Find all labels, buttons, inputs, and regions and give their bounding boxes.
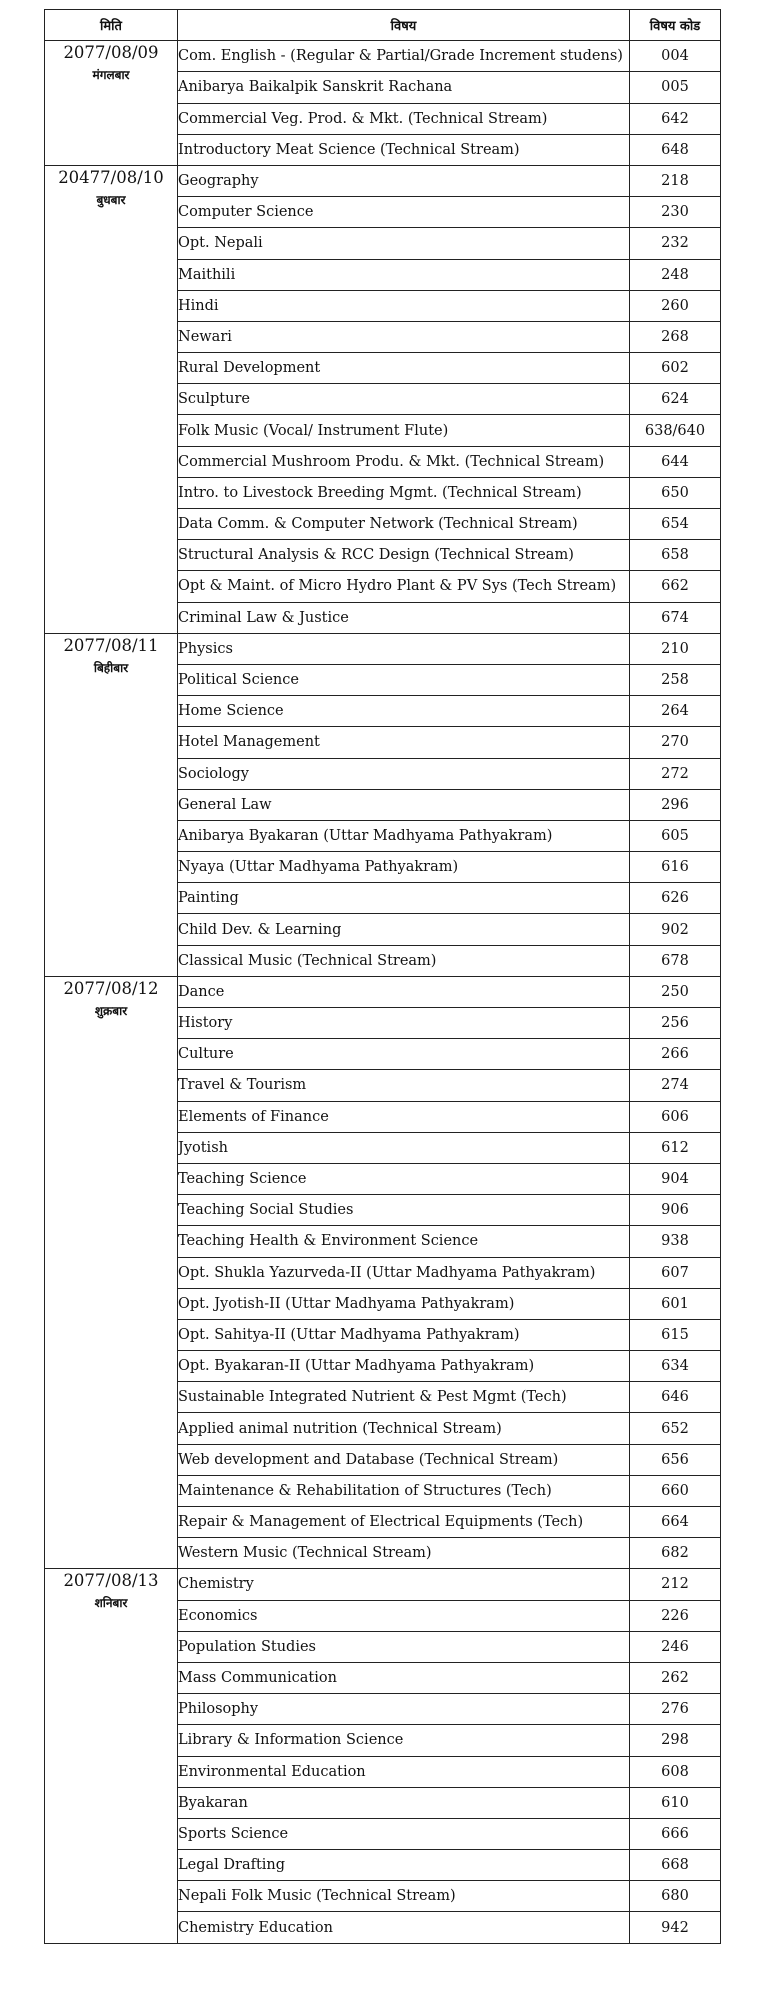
code-cell: 668 <box>630 1850 721 1881</box>
schedule-body <box>45 41 721 1943</box>
code-cell: 634 <box>630 1351 721 1382</box>
subject-cell: Commercial Mushroom Produ. & Mkt. (Technical Stream) <box>178 446 630 477</box>
subject-cell: Home Science <box>178 696 630 727</box>
code-cell: 298 <box>630 1725 721 1756</box>
code-cell: 005 <box>630 72 721 103</box>
subject-cell: Legal Drafting <box>178 1850 630 1881</box>
subject-cell: Travel & Tourism <box>178 1070 630 1101</box>
exam-date: 2077/08/12 <box>63 978 159 998</box>
subject-cell: Criminal Law & Justice <box>178 602 630 633</box>
subject-cell: Opt. Nepali <box>178 228 630 259</box>
code-cell: 270 <box>630 727 721 758</box>
code-cell: 230 <box>630 197 721 228</box>
code-cell: 680 <box>630 1881 721 1912</box>
subject-cell: Opt. Sahitya-II (Uttar Madhyama Pathyakram) <box>178 1319 630 1350</box>
subject-cell: Dance <box>178 976 630 1007</box>
subject-cell: Structural Analysis & RCC Design (Technical Stream) <box>178 540 630 571</box>
code-cell: 258 <box>630 664 721 695</box>
subject-cell: Culture <box>178 1039 630 1070</box>
exam-schedule-table <box>44 9 721 1944</box>
code-cell: 616 <box>630 852 721 883</box>
code-cell: 682 <box>630 1538 721 1569</box>
header-row <box>45 10 721 41</box>
subject-cell: Newari <box>178 321 630 352</box>
code-cell: 642 <box>630 103 721 134</box>
code-cell: 942 <box>630 1912 721 1943</box>
subject-cell: Sculpture <box>178 384 630 415</box>
code-cell: 218 <box>630 165 721 196</box>
subject-cell: Mass Communication <box>178 1662 630 1693</box>
subject-cell: Painting <box>178 883 630 914</box>
subject-cell: Chemistry <box>178 1569 630 1600</box>
subject-cell: Sustainable Integrated Nutrient & Pest Mgmt (Tech) <box>178 1382 630 1413</box>
exam-date: 2077/08/11 <box>63 635 159 655</box>
subject-cell: Anibarya Baikalpik Sanskrit Rachana <box>178 72 630 103</box>
subject-cell: Intro. to Livestock Breeding Mgmt. (Technical Stream) <box>178 477 630 508</box>
code-cell: 246 <box>630 1631 721 1662</box>
subject-cell: Web development and Database (Technical Stream) <box>178 1444 630 1475</box>
code-cell: 650 <box>630 477 721 508</box>
subject-cell: Teaching Social Studies <box>178 1195 630 1226</box>
code-cell: 638/640 <box>630 415 721 446</box>
code-cell: 664 <box>630 1507 721 1538</box>
code-cell: 658 <box>630 540 721 571</box>
code-cell: 232 <box>630 228 721 259</box>
subject-cell: Opt. Byakaran-II (Uttar Madhyama Pathyakram) <box>178 1351 630 1382</box>
subject-cell: Nyaya (Uttar Madhyama Pathyakram) <box>178 852 630 883</box>
table-row <box>45 165 721 196</box>
header-subject: विषय <box>178 10 630 41</box>
code-cell: 268 <box>630 321 721 352</box>
code-cell: 666 <box>630 1818 721 1849</box>
date-cell <box>45 165 178 633</box>
subject-cell: Population Studies <box>178 1631 630 1662</box>
code-cell: 906 <box>630 1195 721 1226</box>
date-cell <box>45 1569 178 1943</box>
code-cell: 606 <box>630 1101 721 1132</box>
code-cell: 624 <box>630 384 721 415</box>
subject-cell: Chemistry Education <box>178 1912 630 1943</box>
date-cell <box>45 633 178 976</box>
subject-cell: Jyotish <box>178 1132 630 1163</box>
subject-cell: Commercial Veg. Prod. & Mkt. (Technical Stream) <box>178 103 630 134</box>
code-cell: 212 <box>630 1569 721 1600</box>
subject-cell: Environmental Education <box>178 1756 630 1787</box>
code-cell: 674 <box>630 602 721 633</box>
code-cell: 652 <box>630 1413 721 1444</box>
subject-cell: Maintenance & Rehabilitation of Structures (Tech) <box>178 1475 630 1506</box>
exam-date: 2077/08/13 <box>63 1571 159 1591</box>
code-cell: 004 <box>630 41 721 72</box>
code-cell: 612 <box>630 1132 721 1163</box>
code-cell: 626 <box>630 883 721 914</box>
code-cell: 662 <box>630 571 721 602</box>
code-cell: 296 <box>630 789 721 820</box>
subject-cell: Opt. Shukla Yazurveda-II (Uttar Madhyama Pathyakram) <box>178 1257 630 1288</box>
code-cell: 610 <box>630 1787 721 1818</box>
subject-cell: Introductory Meat Science (Technical Stream) <box>178 134 630 165</box>
subject-cell: Sports Science <box>178 1818 630 1849</box>
code-cell: 210 <box>630 633 721 664</box>
subject-cell: Economics <box>178 1600 630 1631</box>
table-row <box>45 976 721 1007</box>
code-cell: 274 <box>630 1070 721 1101</box>
code-cell: 602 <box>630 353 721 384</box>
code-cell: 260 <box>630 290 721 321</box>
exam-date: 20477/08/10 <box>58 167 164 187</box>
subject-cell: Computer Science <box>178 197 630 228</box>
code-cell: 656 <box>630 1444 721 1475</box>
code-cell: 660 <box>630 1475 721 1506</box>
code-cell: 272 <box>630 758 721 789</box>
subject-cell: Maithili <box>178 259 630 290</box>
code-cell: 678 <box>630 945 721 976</box>
code-cell: 262 <box>630 1662 721 1693</box>
subject-cell: Com. English - (Regular & Partial/Grade Increment studens) <box>178 41 630 72</box>
code-cell: 938 <box>630 1226 721 1257</box>
code-cell: 250 <box>630 976 721 1007</box>
subject-cell: Geography <box>178 165 630 196</box>
subject-cell: Philosophy <box>178 1694 630 1725</box>
subject-cell: Rural Development <box>178 353 630 384</box>
subject-cell: Opt. Jyotish-II (Uttar Madhyama Pathyakram) <box>178 1288 630 1319</box>
subject-cell: Physics <box>178 633 630 664</box>
subject-cell: Teaching Health & Environment Science <box>178 1226 630 1257</box>
subject-cell: Political Science <box>178 664 630 695</box>
subject-cell: Hotel Management <box>178 727 630 758</box>
code-cell: 608 <box>630 1756 721 1787</box>
code-cell: 646 <box>630 1382 721 1413</box>
code-cell: 605 <box>630 820 721 851</box>
exam-day: बिहीबार <box>93 660 129 675</box>
table-row <box>45 41 721 72</box>
subject-cell: History <box>178 1008 630 1039</box>
code-cell: 256 <box>630 1008 721 1039</box>
exam-day: शनिबार <box>94 1596 128 1611</box>
code-cell: 904 <box>630 1163 721 1194</box>
date-cell <box>45 976 178 1569</box>
exam-day: बुधबार <box>96 192 126 207</box>
code-cell: 607 <box>630 1257 721 1288</box>
code-cell: 226 <box>630 1600 721 1631</box>
subject-cell: Applied animal nutrition (Technical Stream) <box>178 1413 630 1444</box>
subject-cell: Classical Music (Technical Stream) <box>178 945 630 976</box>
header-date: मिति <box>45 10 178 41</box>
code-cell: 644 <box>630 446 721 477</box>
subject-cell: Elements of Finance <box>178 1101 630 1132</box>
code-cell: 248 <box>630 259 721 290</box>
subject-cell: Anibarya Byakaran (Uttar Madhyama Pathyakram) <box>178 820 630 851</box>
subject-cell: Teaching Science <box>178 1163 630 1194</box>
exam-day: शुक्रबार <box>94 1003 128 1018</box>
code-cell: 266 <box>630 1039 721 1070</box>
exam-date: 2077/08/09 <box>63 43 159 63</box>
subject-cell: Folk Music (Vocal/ Instrument Flute) <box>178 415 630 446</box>
subject-cell: Sociology <box>178 758 630 789</box>
header-code: विषय कोड <box>630 10 721 41</box>
subject-cell: Data Comm. & Computer Network (Technical Stream) <box>178 509 630 540</box>
code-cell: 276 <box>630 1694 721 1725</box>
code-cell: 654 <box>630 509 721 540</box>
subject-cell: Nepali Folk Music (Technical Stream) <box>178 1881 630 1912</box>
table-row <box>45 633 721 664</box>
subject-cell: Byakaran <box>178 1787 630 1818</box>
subject-cell: Library & Information Science <box>178 1725 630 1756</box>
code-cell: 615 <box>630 1319 721 1350</box>
code-cell: 648 <box>630 134 721 165</box>
subject-cell: Opt & Maint. of Micro Hydro Plant & PV Sys (Tech Stream) <box>178 571 630 602</box>
subject-cell: General Law <box>178 789 630 820</box>
table-row <box>45 1569 721 1600</box>
code-cell: 264 <box>630 696 721 727</box>
date-cell <box>45 41 178 166</box>
subject-cell: Repair & Management of Electrical Equipments (Tech) <box>178 1507 630 1538</box>
subject-cell: Western Music (Technical Stream) <box>178 1538 630 1569</box>
exam-day: मंगलबार <box>92 68 130 83</box>
code-cell: 902 <box>630 914 721 945</box>
subject-cell: Child Dev. & Learning <box>178 914 630 945</box>
code-cell: 601 <box>630 1288 721 1319</box>
subject-cell: Hindi <box>178 290 630 321</box>
